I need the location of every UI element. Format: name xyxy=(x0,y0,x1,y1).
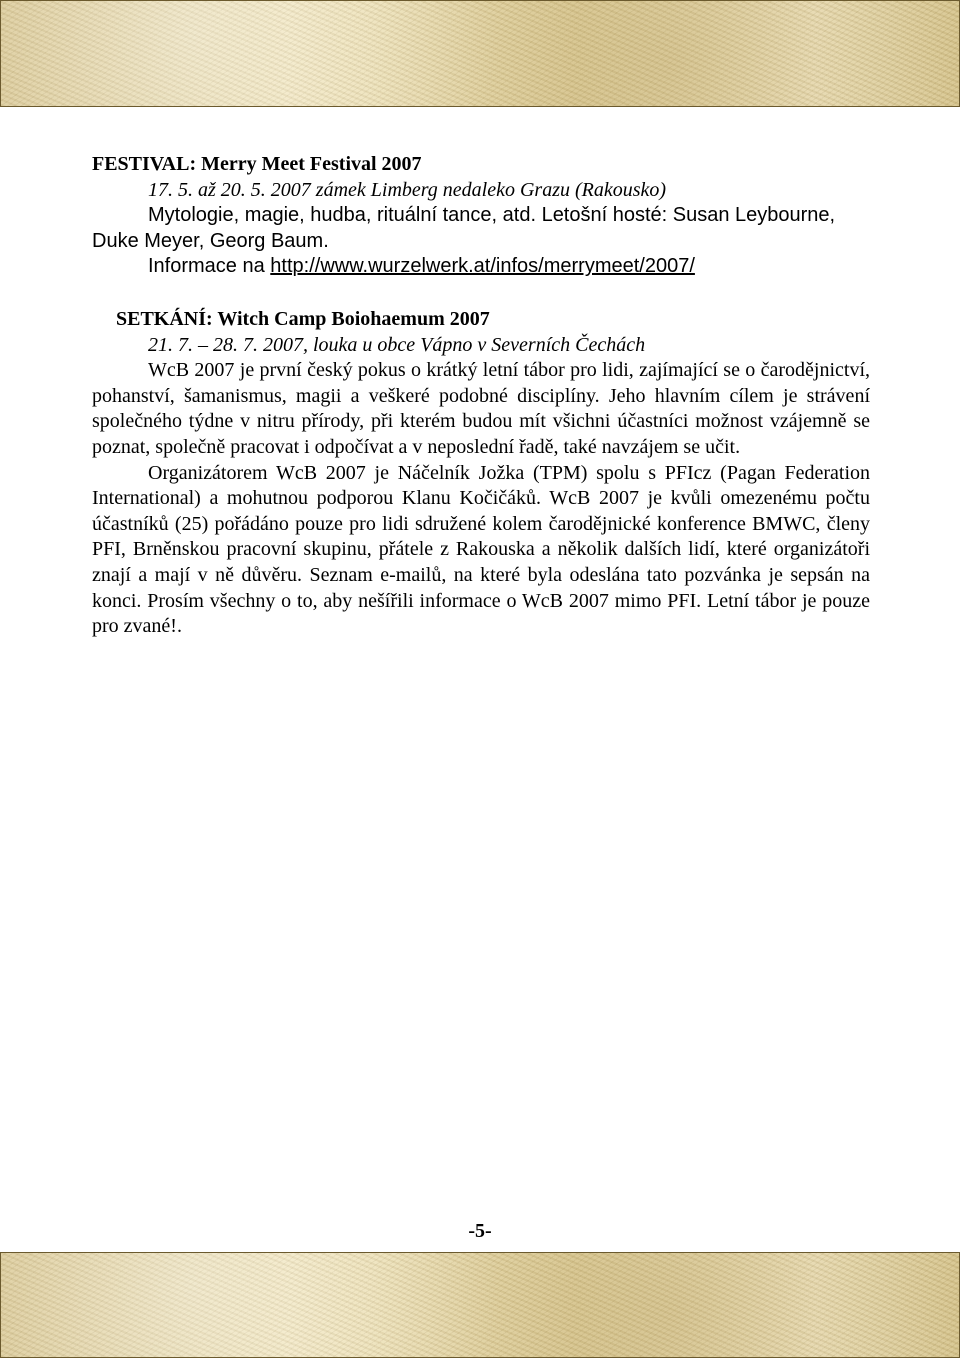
setkani-paragraph-2: Organizátorem WcB 2007 je Náčelník Jožka (TPM) spolu s PFIcz (Pagan Federation International) a mohutnou podporou Klanu Kočičáků. WcB 2007 je kvůli omezenému počtu účastníků (25) pořádáno pouze pro lidi sdružené kolem čarodějnické konference BMWC, členy PFI, Brněnskou pracovní skupinu, přátele z Rakouska a několik dalších lidí, které organizátoři znají a mají v ně důvěru. Seznam e-mailů, na které byla odeslána tato pozvánka je sepsán na konci. Prosím všechny o to, aby nešířili informace o WcB 2007 mimo PFI. Letní tábor je pouze pro zvané!. xyxy=(92,461,870,638)
setkani-heading: SETKÁNÍ: Witch Camp Boiohaemum 2007 xyxy=(116,307,490,330)
festival-description-line-2: Duke Meyer, Georg Baum. xyxy=(92,229,329,252)
page-content xyxy=(92,152,870,640)
festival-info-line xyxy=(92,254,870,280)
bottom-decorative-banner xyxy=(0,1252,960,1358)
page-number: -5- xyxy=(468,1220,492,1242)
setkani-date-place: 21. 7. – 28. 7. 2007, louka u obce Vápno v Severních Čechách xyxy=(148,333,646,356)
festival-info-link[interactable]: http://www.wurzelwerk.at/infos/merrymeet/2007/ xyxy=(270,255,695,278)
festival-date-place: 17. 5. až 20. 5. 2007 zámek Limberg nedaleko Grazu (Rakousko) xyxy=(148,178,667,201)
top-decorative-banner xyxy=(0,0,960,107)
section-gap xyxy=(92,280,870,307)
festival-heading: FESTIVAL: Merry Meet Festival 2007 xyxy=(92,153,422,175)
setkani-paragraph-1: WcB 2007 je první český pokus o krátký letní tábor pro lidi, zajímající se o čarodějnictví, pohanství, šamanismus, magii a veškeré podobné disciplíny. Jeho hlavním cílem je strávení společného týdne v nitru přírody, při kterém budou mít všichni účastníci možnost vzájemně se poznat, společně pracovat i odpočívat a v neposlední řadě, také navzájem se učit. xyxy=(92,359,870,458)
festival-info-label: Informace na xyxy=(148,255,265,278)
festival-description-line-1: Mytologie, magie, hudba, rituální tance, atd. Letošní hosté: Susan Leybourne, xyxy=(148,204,836,227)
